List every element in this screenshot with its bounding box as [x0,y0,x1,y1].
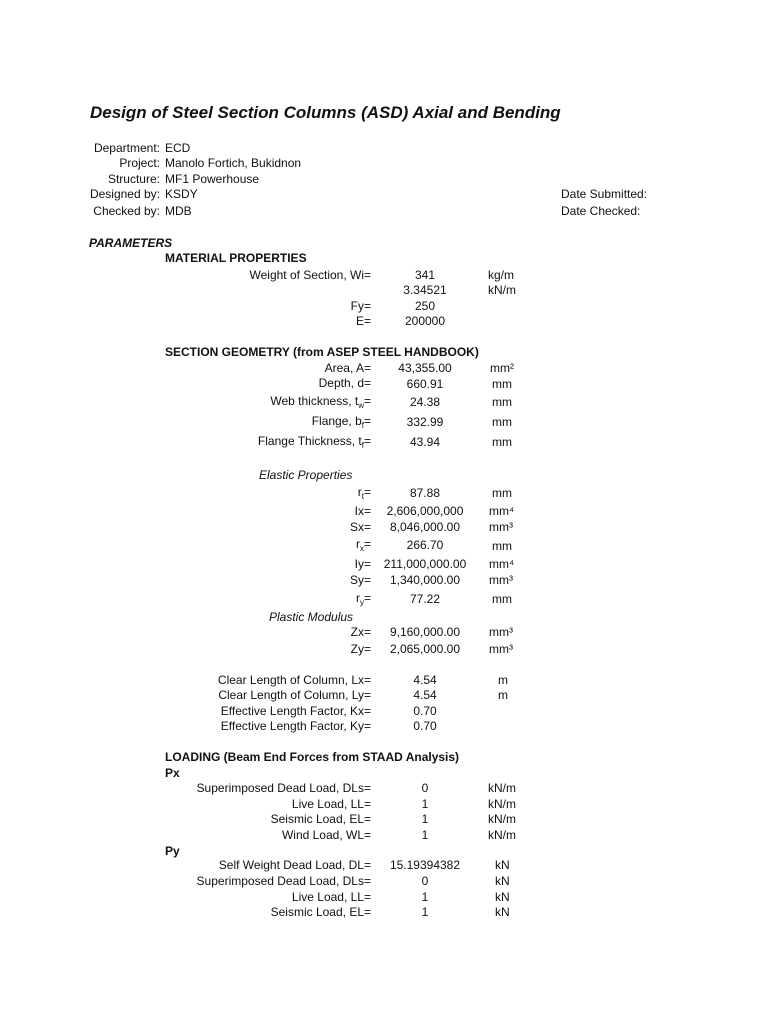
elastic-unit: mm⁴ [489,557,515,571]
px-value: 1 [421,812,429,826]
material-value: 3.34521 [403,283,447,297]
material-unit: kN/m [488,283,516,297]
length-value: 4.54 [413,673,437,687]
material-value: 200000 [404,314,446,328]
length-value: 4.54 [413,688,437,702]
px-value: 1 [421,828,429,842]
py-value: 1 [421,890,429,904]
checked-by-value: MDB [165,204,192,218]
geometry-heading: SECTION GEOMETRY (from ASEP STEEL HANDBOOK) [165,345,479,359]
elastic-label: Iy= [354,557,371,571]
parameters-heading: PARAMETERS [89,236,173,250]
px-value: 1 [421,797,429,811]
length-value: 0.70 [413,719,437,733]
elastic-unit: mm³ [489,520,513,534]
geometry-unit: mm [492,395,512,409]
geometry-value: 332.99 [406,415,444,429]
elastic-heading: Elastic Properties [259,468,353,482]
px-heading: Px [165,766,180,780]
elastic-label: $r_x=$ [355,537,371,553]
geometry-value: 43,355.00 [398,361,452,375]
px-label: Live Load, LL= [291,797,371,811]
material-value: 250 [414,299,436,313]
material-heading: MATERIAL PROPERTIES [165,251,307,265]
elastic-label: $r_t=$ [357,485,371,501]
date-submitted-label: Date Submitted: [561,187,648,201]
plastic-value: 9,160,000.00 [389,625,461,639]
length-label: Effective Length Factor, Kx= [220,704,371,718]
loading-heading: LOADING (Beam End Forces from STAAD Analysis) [165,750,460,764]
length-label: Effective Length Factor, Ky= [220,719,371,733]
geometry-label: Depth, d= [318,376,371,390]
material-value: 341 [414,268,436,282]
plastic-heading: Plastic Modulus [269,610,354,624]
px-value: 0 [421,781,429,795]
elastic-unit: mm [492,486,512,500]
elastic-value: 87.88 [409,486,441,500]
length-unit: m [498,688,508,702]
py-value: 1 [421,905,429,919]
py-label: Superimposed Dead Load, DLs= [196,874,371,888]
py-label: Seismic Load, EL= [270,905,371,919]
project-value: Manolo Fortich, Bukidnon [165,156,302,170]
department-value: ECD [165,141,191,155]
px-unit: kN/m [488,781,516,795]
geometry-label: Flange, $b_f=$ [311,414,371,430]
geometry-value: 660.91 [406,377,444,391]
structure-label: Structure: [107,172,160,186]
designed-by-value: KSDY [165,187,198,201]
plastic-label: Zx= [350,625,371,639]
geometry-value: 24.38 [409,395,441,409]
elastic-unit: mm [492,539,512,553]
project-label: Project: [119,156,160,170]
material-unit: kg/m [488,268,515,282]
elastic-unit: mm [492,592,512,606]
geometry-label: Web thickness, $t_w=$ [270,394,371,410]
elastic-value: 77.22 [409,592,441,606]
material-label: Fy= [350,299,371,313]
px-unit: kN/m [488,797,516,811]
elastic-label: Sy= [349,573,371,587]
material-label: Weight of Section, Wi= [249,268,371,282]
geometry-value: 43.94 [409,435,441,449]
geometry-unit: mm [492,377,512,391]
length-label: Clear Length of Column, Lx= [217,673,371,687]
length-unit: m [498,673,508,687]
py-heading: Py [165,844,180,858]
px-label: Wind Load, WL= [281,828,371,842]
structure-value: MF1 Powerhouse [165,172,260,186]
geometry-unit: mm [492,415,512,429]
py-unit: kN [495,874,510,888]
designed-by-label: Designed by: [89,187,160,201]
geometry-unit: mm [492,435,512,449]
elastic-unit: mm⁴ [489,504,515,518]
elastic-value: 211,000,000.00 [383,557,467,571]
page-title: Design of Steel Section Columns (ASD) Axial and Bending [90,103,561,122]
py-label: Live Load, LL= [291,890,371,904]
py-unit: kN [495,890,510,904]
checked-by-label: Checked by: [93,204,160,218]
plastic-unit: mm³ [489,642,513,656]
material-label: E= [355,314,371,328]
py-value: 15.19394382 [389,858,461,872]
elastic-label: Ix= [354,504,371,518]
plastic-unit: mm³ [489,625,513,639]
length-value: 0.70 [413,704,437,718]
elastic-value: 266.70 [406,538,444,552]
px-unit: kN/m [488,812,516,826]
elastic-label: Sx= [349,520,371,534]
px-label: Superimposed Dead Load, DLs= [196,781,371,795]
py-label: Self Weight Dead Load, DL= [218,858,371,872]
py-unit: kN [495,905,510,919]
geometry-label: Flange Thickness, $t_f=$ [257,434,371,450]
elastic-unit: mm³ [489,573,513,587]
length-label: Clear Length of Column, Ly= [218,688,371,702]
plastic-label: Zy= [350,642,371,656]
elastic-label: $r_y=$ [355,591,371,607]
department-label: Department: [93,141,160,155]
elastic-value: 2,606,000,000 [386,504,464,518]
py-value: 0 [421,874,429,888]
geometry-unit: mm² [490,361,514,375]
elastic-value: 8,046,000.00 [389,520,461,534]
elastic-value: 1,340,000.00 [389,573,461,587]
py-unit: kN [495,858,510,872]
plastic-value: 2,065,000.00 [389,642,461,656]
geometry-label: Area, A= [324,361,371,375]
date-checked-label: Date Checked: [561,204,641,218]
px-unit: kN/m [488,828,516,842]
px-label: Seismic Load, EL= [270,812,371,826]
